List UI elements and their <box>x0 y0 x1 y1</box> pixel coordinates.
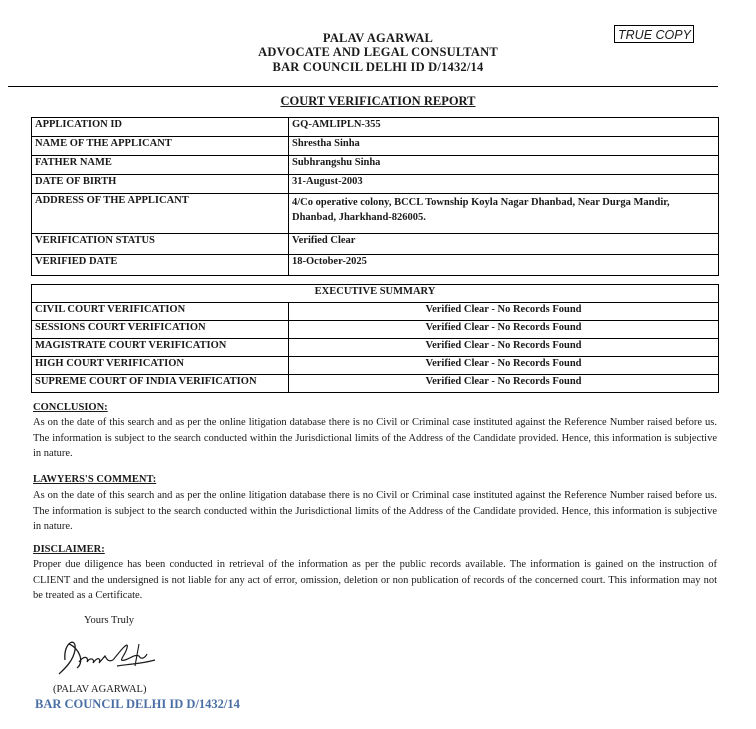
summary-value: Verified Clear - No Records Found <box>289 303 719 321</box>
signature <box>55 630 165 685</box>
report-title: COURT VERIFICATION REPORT <box>280 94 476 108</box>
detail-value: Shrestha Sinha <box>289 137 719 156</box>
summary-label: HIGH COURT VERIFICATION <box>32 357 289 375</box>
table-row <box>32 175 719 194</box>
advocate-title: ADVOCATE AND LEGAL CONSULTANT <box>258 45 498 59</box>
summary-heading: EXECUTIVE SUMMARY <box>32 285 719 303</box>
detail-value: Verified Clear <box>289 234 719 255</box>
detail-value: Subhrangshu Sinha <box>289 156 719 175</box>
applicant-details-table <box>31 117 719 276</box>
summary-value: Verified Clear - No Records Found <box>289 375 719 393</box>
summary-value: Verified Clear - No Records Found <box>289 321 719 339</box>
signatory-name: (PALAV AGARWAL) <box>53 684 147 695</box>
conclusion-title: CONCLUSION: <box>33 402 108 413</box>
detail-label: FATHER NAME <box>32 156 289 175</box>
summary-label: MAGISTRATE COURT VERIFICATION <box>32 339 289 357</box>
detail-value: 18-October-2025 <box>289 255 719 276</box>
lawyers-comment-text: As on the date of this search and as per the online litigation database there is no Civil or Criminal case instituted against the Reference Number raised before us. The information is subject to the search conducted within the Jurisdictional limits of the Address of the Candidate provided. Hence, this information is subjective in nature. <box>33 490 717 532</box>
advocate-name: PALAV AGARWAL <box>322 31 434 45</box>
table-row <box>32 156 719 175</box>
footer-bar-id: BAR COUNCIL DELHI ID D/1432/14 <box>35 697 240 711</box>
detail-label: VERIFICATION STATUS <box>32 234 289 255</box>
table-row <box>32 118 719 137</box>
yours-truly: Yours Truly <box>84 615 135 626</box>
detail-label: VERIFIED DATE <box>32 255 289 276</box>
executive-summary-table <box>31 284 719 393</box>
disclaimer-title: DISCLAIMER: <box>33 544 105 555</box>
detail-value: 4/Co operative colony, BCCL Township Koyla Nagar Dhanbad, Near Durga Mandir, Dhanbad, Jharkhand-826005. <box>289 194 719 234</box>
detail-value: 31-August-2003 <box>289 175 719 194</box>
table-row <box>32 357 719 375</box>
header-divider <box>8 86 718 87</box>
table-row <box>32 303 719 321</box>
table-row <box>32 321 719 339</box>
header-bar-id: BAR COUNCIL DELHI ID D/1432/14 <box>272 60 484 74</box>
table-row <box>32 137 719 156</box>
table-row <box>32 255 719 276</box>
conclusion-text: As on the date of this search and as per the online litigation database there is no Civil or Criminal case instituted against the Reference Number raised before us. The information is subject to the search conducted within the Jurisdictional limits of the Address of the Candidate provided. Hence, this information is subjective in nature. <box>33 417 717 459</box>
summary-label: CIVIL COURT VERIFICATION <box>32 303 289 321</box>
detail-label: APPLICATION ID <box>32 118 289 137</box>
summary-label: SUPREME COURT OF INDIA VERIFICATION <box>32 375 289 393</box>
table-row <box>32 375 719 393</box>
disclaimer-text: Proper due diligence has been conducted in retrieval of the information as per the public records available. The information is gained on the instruction of CLIENT and the undersigned is not liable for any act of error, omission, deletion or non publication of records of the concerned court. This information may not be treated as a Certificate. <box>33 559 717 601</box>
lawyers-comment-title: LAWYERS'S COMMENT: <box>33 474 157 485</box>
summary-value: Verified Clear - No Records Found <box>289 357 719 375</box>
table-row <box>32 194 719 234</box>
detail-label: DATE OF BIRTH <box>32 175 289 194</box>
detail-value: GQ-AMLIPLN-355 <box>289 118 719 137</box>
table-row <box>32 234 719 255</box>
summary-label: SESSIONS COURT VERIFICATION <box>32 321 289 339</box>
table-row <box>32 339 719 357</box>
table-row <box>32 285 719 303</box>
true-copy-stamp: TRUE COPY <box>614 25 694 43</box>
signature-icon <box>55 630 165 680</box>
detail-label: ADDRESS OF THE APPLICANT <box>32 194 289 234</box>
summary-value: Verified Clear - No Records Found <box>289 339 719 357</box>
detail-label: NAME OF THE APPLICANT <box>32 137 289 156</box>
